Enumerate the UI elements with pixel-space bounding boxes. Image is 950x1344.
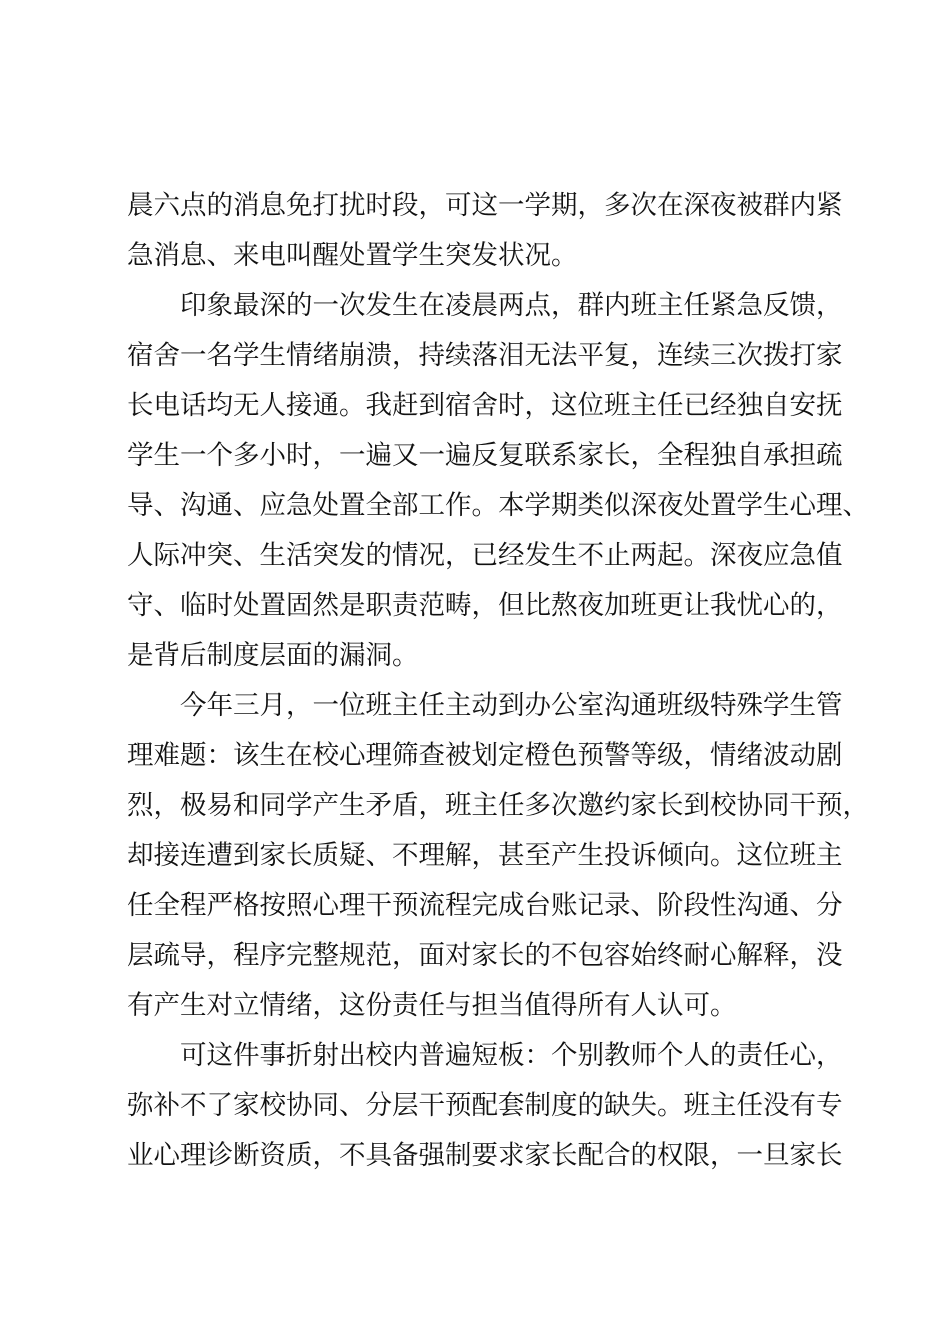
text-line: 宿舍一名学生情绪崩溃，持续落泪无法平复，连续三次拨打家	[127, 340, 843, 371]
text-line: 急消息、来电叫醒处置学生突发状况。	[127, 240, 578, 271]
text-line: 晨六点的消息免打扰时段，可这一学期，多次在深夜被群内紧	[127, 190, 843, 221]
text-line: 学生一个多小时，一遍又一遍反复联系家长，全程独自承担疏	[127, 440, 843, 471]
text-line: 可这件事折射出校内普遍短板：个别教师个人的责任心，	[127, 1040, 843, 1071]
text-line: 是背后制度层面的漏洞。	[127, 640, 419, 671]
text-line: 业心理诊断资质，不具备强制要求家长配合的权限，一旦家长	[127, 1140, 843, 1171]
text-line: 理难题：该生在校心理筛查被划定橙色预警等级，情绪波动剧	[127, 740, 843, 771]
text-line: 有产生对立情绪，这份责任与担当值得所有人认可。	[127, 990, 737, 1021]
text-line: 印象最深的一次发生在凌晨两点，群内班主任紧急反馈，	[127, 290, 843, 321]
text-line: 导、沟通、应急处置全部工作。本学期类似深夜处置学生心理、	[127, 490, 869, 521]
text-line: 层疏导，程序完整规范，面对家长的不包容始终耐心解释，没	[127, 940, 843, 971]
text-line: 任全程严格按照心理干预流程完成台账记录、阶段性沟通、分	[127, 890, 843, 921]
text-line: 却接连遭到家长质疑、不理解，甚至产生投诉倾向。这位班主	[127, 840, 843, 871]
text-line: 守、临时处置固然是职责范畴，但比熬夜加班更让我忧心的，	[127, 590, 843, 621]
text-line: 今年三月，一位班主任主动到办公室沟通班级特殊学生管	[127, 690, 843, 721]
text-line: 弥补不了家校协同、分层干预配套制度的缺失。班主任没有专	[127, 1090, 843, 1121]
text-line: 人际冲突、生活突发的情况，已经发生不止两起。深夜应急值	[127, 540, 843, 571]
text-line: 长电话均无人接通。我赶到宿舍时，这位班主任已经独自安抚	[127, 390, 843, 421]
text-line: 烈，极易和同学产生矛盾，班主任多次邀约家长到校协同干预，	[127, 790, 869, 821]
